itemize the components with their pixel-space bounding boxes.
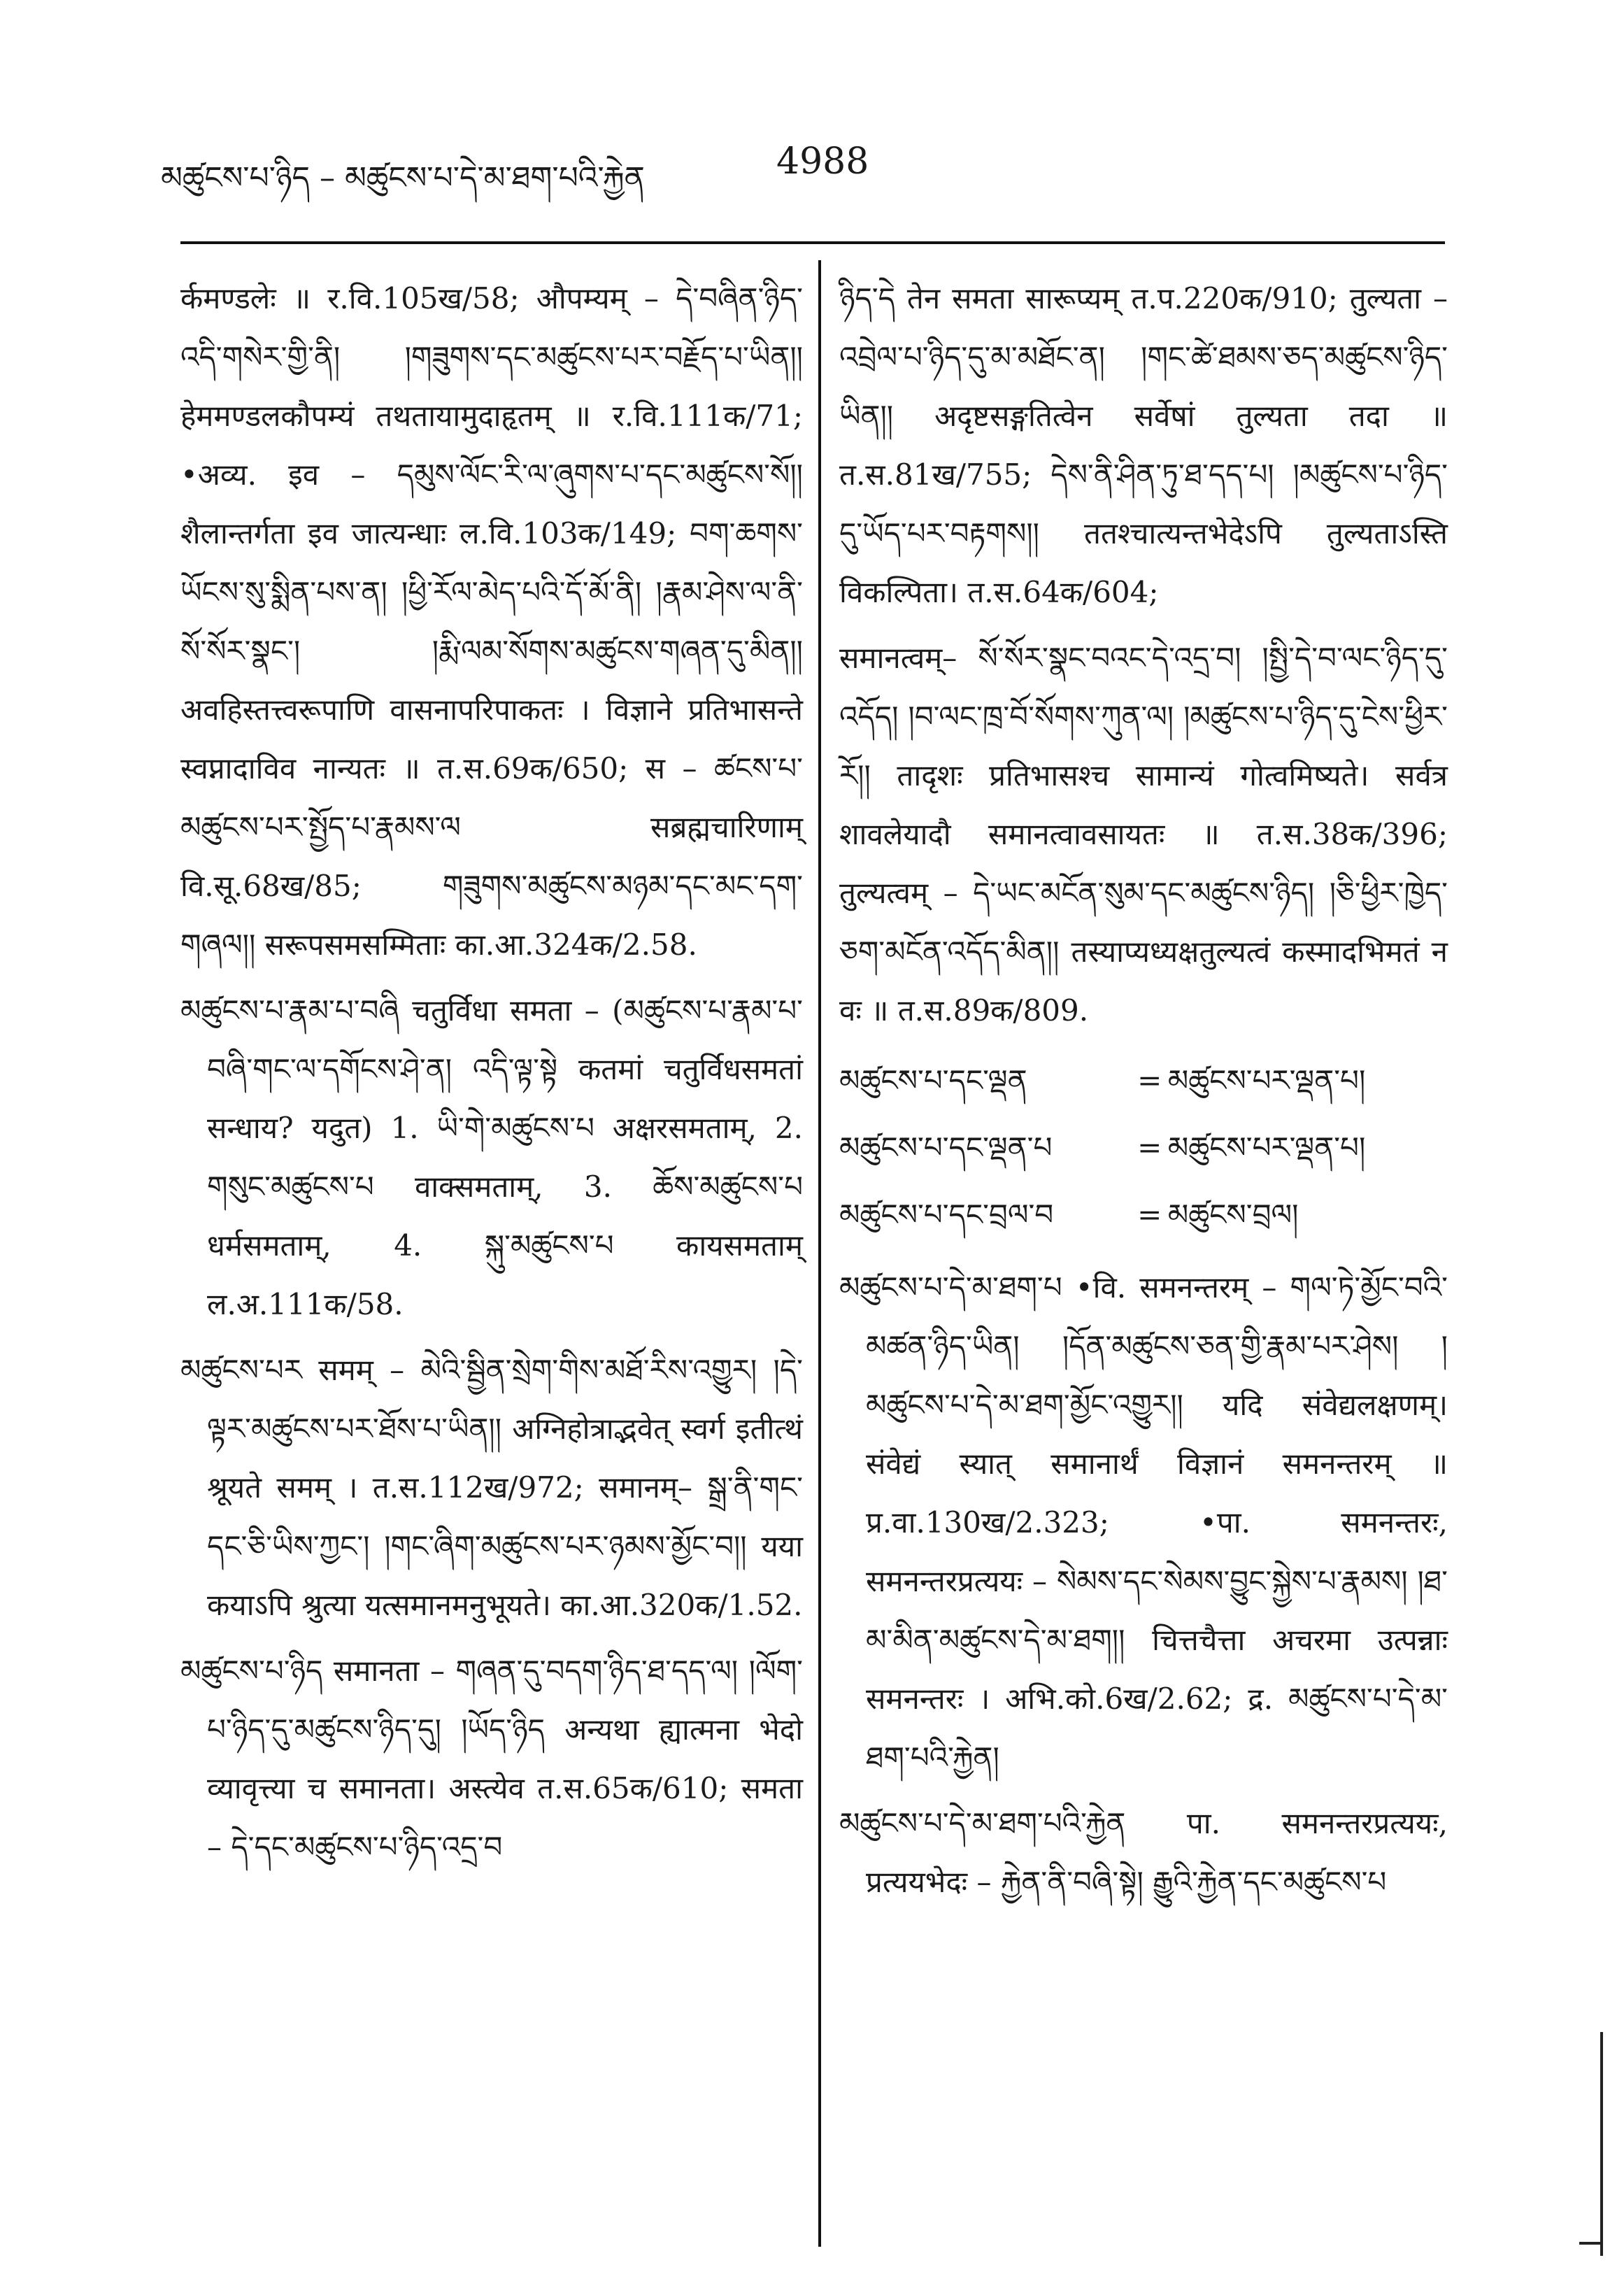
equivalence-row [839, 1181, 1448, 1249]
entry-continuation-right: ཉིད་དེ तेन समता सारूप्यम् त.प.220क/910; तुल्यता – འབྲེལ་པ་ཉིད་དུ་མ་མཐོང་ན། །གང་ཚེ་ཐམས་ཅད་མཚུངས་ཉིད་ཡིན།། अदृष्टसङ्गतित्वेन सर्वेषां तुल्यता तदा ॥ त.स.81ख/755; དེས་ནི་ཤིན་ཏུ་ཐ་དད་པ། །མཚུངས་པ་ཉིད་དུ་ཡོད་པར་བརྟགས།། ततश्चात्यन्तभेदेऽपि तुल्यताऽस्ति विकल्पिता। त.स.64क/604; [839, 281, 1448, 609]
entry-samanantara: མཚུངས་པ་དེ་མ་ཐག་པ •वि. समनन्तरम् – གལ་ཏེ་མྱོང་བའི་མཚན་ཉིད་ཡིན། །དོན་མཚུངས་ཅན་གྱི་རྣམ་པར་ཤེས། །མཚུངས་པ་དེ་མ་ཐག་མྱོང་འགྱུར།། यदि संवेद्यलक्षणम्। संवेद्यं स्यात् समानार्थं विज्ञानं समनन्तरम् ॥ प्र.वा.130ख/2.323; •पा. समनन्तरः, समनन्तरप्रत्ययः – སེམས་དང་སེམས་བྱུང་སྐྱེས་པ་རྣམས། །ཐ་མ་མིན་མཚུངས་དེ་མ་ཐག།། चित्तचैत्ता अचरमा उत्पन्नाः समनन्तरः । अभि.को.6ख/2.62; द्र. མཚུངས་པ་དེ་མ་ཐག་པའི་རྐྱེན། [839, 1270, 1448, 1775]
entry-mtshungs-pa-nyid: མཚུངས་པ་ཉིད समानता – གཞན་དུ་བདག་ཉིད་ཐ་དད་ལ། །ལོག་པ་ཉིད་དུ་མཚུངས་ཉིད་དུ། །ཡོད་ཉིད अन्यथा ह्यात्मना भेदो व्यावृत्त्या च समानता। अस्त्येव त.स.65क/610; समता – དེ་དང་མཚུངས་པ་ཉིད་འདྲ་བ [180, 1654, 803, 1864]
equivalence-term: མཚུངས་པ་དང་བྲལ་བ [839, 1198, 1054, 1232]
entry-samanatvam: समानत्वम्– སོ་སོར་སྣང་བའང་དེ་འདྲ་བ། །སྤྱི་དེ་བ་ལང་ཉིད་དུ་འདོད། །བ་ལང་ཁྲ་བོ་སོགས་ཀུན་ལ། །མཚུངས་པ་ཉིད་དུ་ངེས་ཕྱིར་རོ།། तादृशः प्रतिभासश्च सामान्यं गोत्वमिष्यते। सर्वत्र शावलेयादौ समानत्वावसायतः ॥ त.स.38क/396; तुल्यत्वम् – དེ་ཡང་མངོན་སུམ་དང་མཚུངས་ཉིད། །ཅི་ཕྱིར་ཁྱེད་ཅག་མངོན་འདོད་མིན།། तस्याप्यध्यक्षतुल्यत्वं कस्मादभिमतं न वः ॥ त.स.89क/809. [839, 641, 1448, 1028]
entry-four-kinds-sameness: མཚུངས་པ་རྣམ་པ་བཞི चतुर्विधा समता – (མཚུངས་པ་རྣམ་པ་བཞི་གང་ལ་དགོངས་ཤེ་ན། འདི་ལྟ་སྟེ कतमां चतुर्विधसमतां सन्धाय? यदुत) 1. ཡི་གེ་མཚུངས་པ अक्षरसमताम्, 2. གསུང་མཚུངས་པ वाक्समताम्, 3. ཆོས་མཚུངས་པ धर्मसमताम्, 4. སྐུ་མཚུངས་པ कायसमताम् ल.अ.111क/58. [180, 993, 803, 1321]
equivalence-table [839, 1047, 1448, 1249]
equals-sign: = [1137, 1130, 1162, 1165]
page-header [161, 143, 1441, 199]
entry-continuation: र्कमण्डलेः ॥ र.वि.105ख/58; औपम्यम् – དེ་བཞིན་ཉིད་འདི་གསེར་གྱི་ནི། །གཟུགས་དང་མཚུངས་པར་བརྗོད་པ་ཡིན།། हेममण्डलकौपम्यं तथतायामुदाहृतम् ॥ र.वि.111क/71; •अव्य. इव – དམུས་ལོང་རི་ལ་ཞུགས་པ་དང་མཚུངས་སོ།། शैलान्तर्गता इव जात्यन्धाः ल.वि.103क/149; བག་ཆགས་ཡོངས་སུ་སྨིན་པས་ན། །ཕྱི་རོལ་མེད་པའི་དོ་མོ་ནི། །རྣམ་ཤེས་ལ་ནི་སོ་སོར་སྣང་། །རྨི་ལམ་སོགས་མཚུངས་གཞན་དུ་མིན།། अवहिस्तत्त्वरूपाणि वासनापरिपाकतः । विज्ञाने प्रतिभासन्ते स्वप्नादाविव नान्यतः ॥ त.स.69क/650; स – ཚངས་པ་མཚུངས་པར་སྤྱོད་པ་རྣམས་ལ सब्रह्मचारिणाम् वि.सू.68ख/85; གཟུགས་མཚུངས་མཉམ་དང་མང་དག་གཞལ།། सरूपसमसम्मिताः का.आ.324क/2.58. [180, 281, 803, 962]
equivalence-term: མཚུངས་པ་དང་ལྡན [839, 1063, 1027, 1097]
entry-mtshungs-par: མཚུངས་པར समम् – མེའི་སྦྱིན་སྲེག་གིས་མཐོ་རིས་འགྱུར། །དེ་ལྟར་མཚུངས་པར་ཐོས་པ་ཡིན།། अग्निहोत्राद्भवेत् स्वर्ग इतीत्थं श्रूयते समम् । त.स.112ख/972; समानम्– སྒྲ་ནི་གང་དང་ཅི་ཡིས་ཀྱང་། །གང་ཞིག་མཚུངས་པར་ཉམས་མྱོང་བ།། यया कयाऽपि श्रुत्या यत्समानमनुभूयते। का.आ.320क/1.52. [180, 1353, 803, 1622]
page-edge-mark-foot [1579, 2242, 1602, 2245]
right-column [839, 269, 1448, 1919]
equivalence-term: མཚུངས་པ་དང་ལྡན་པ [839, 1130, 1053, 1165]
equivalence-target: མཚུངས་པར་ལྡན་པ། [1167, 1063, 1366, 1097]
equals-sign: = [1137, 1063, 1162, 1097]
equivalence-target: མཚུངས་པར་ལྡན་པ། [1167, 1130, 1366, 1165]
entry-samanantara-pratyaya: མཚུངས་པ་དེ་མ་ཐག་པའི་རྐྱེན पा. समनन्तरप्रत्ययः, प्रत्ययभेदः – རྐྱེན་ནི་བཞི་སྟེ། རྒྱུའི་རྐྱེན་དང་མཚུངས་པ [839, 1806, 1448, 1899]
left-column [180, 269, 803, 1884]
page-edge-mark [1600, 2032, 1603, 2256]
column-divider [818, 260, 821, 2247]
equivalence-target: མཚུངས་བྲལ། [1167, 1198, 1299, 1232]
equivalence-row [839, 1114, 1448, 1181]
equivalence-row [839, 1047, 1448, 1114]
page-number: 4988 [776, 141, 869, 183]
running-title: མཚུངས་པ་ཉིད – མཚུངས་པ་དེ་མ་ཐག་པའི་རྐྱེན [161, 160, 645, 196]
equals-sign: = [1137, 1198, 1162, 1232]
header-rule [180, 241, 1445, 244]
